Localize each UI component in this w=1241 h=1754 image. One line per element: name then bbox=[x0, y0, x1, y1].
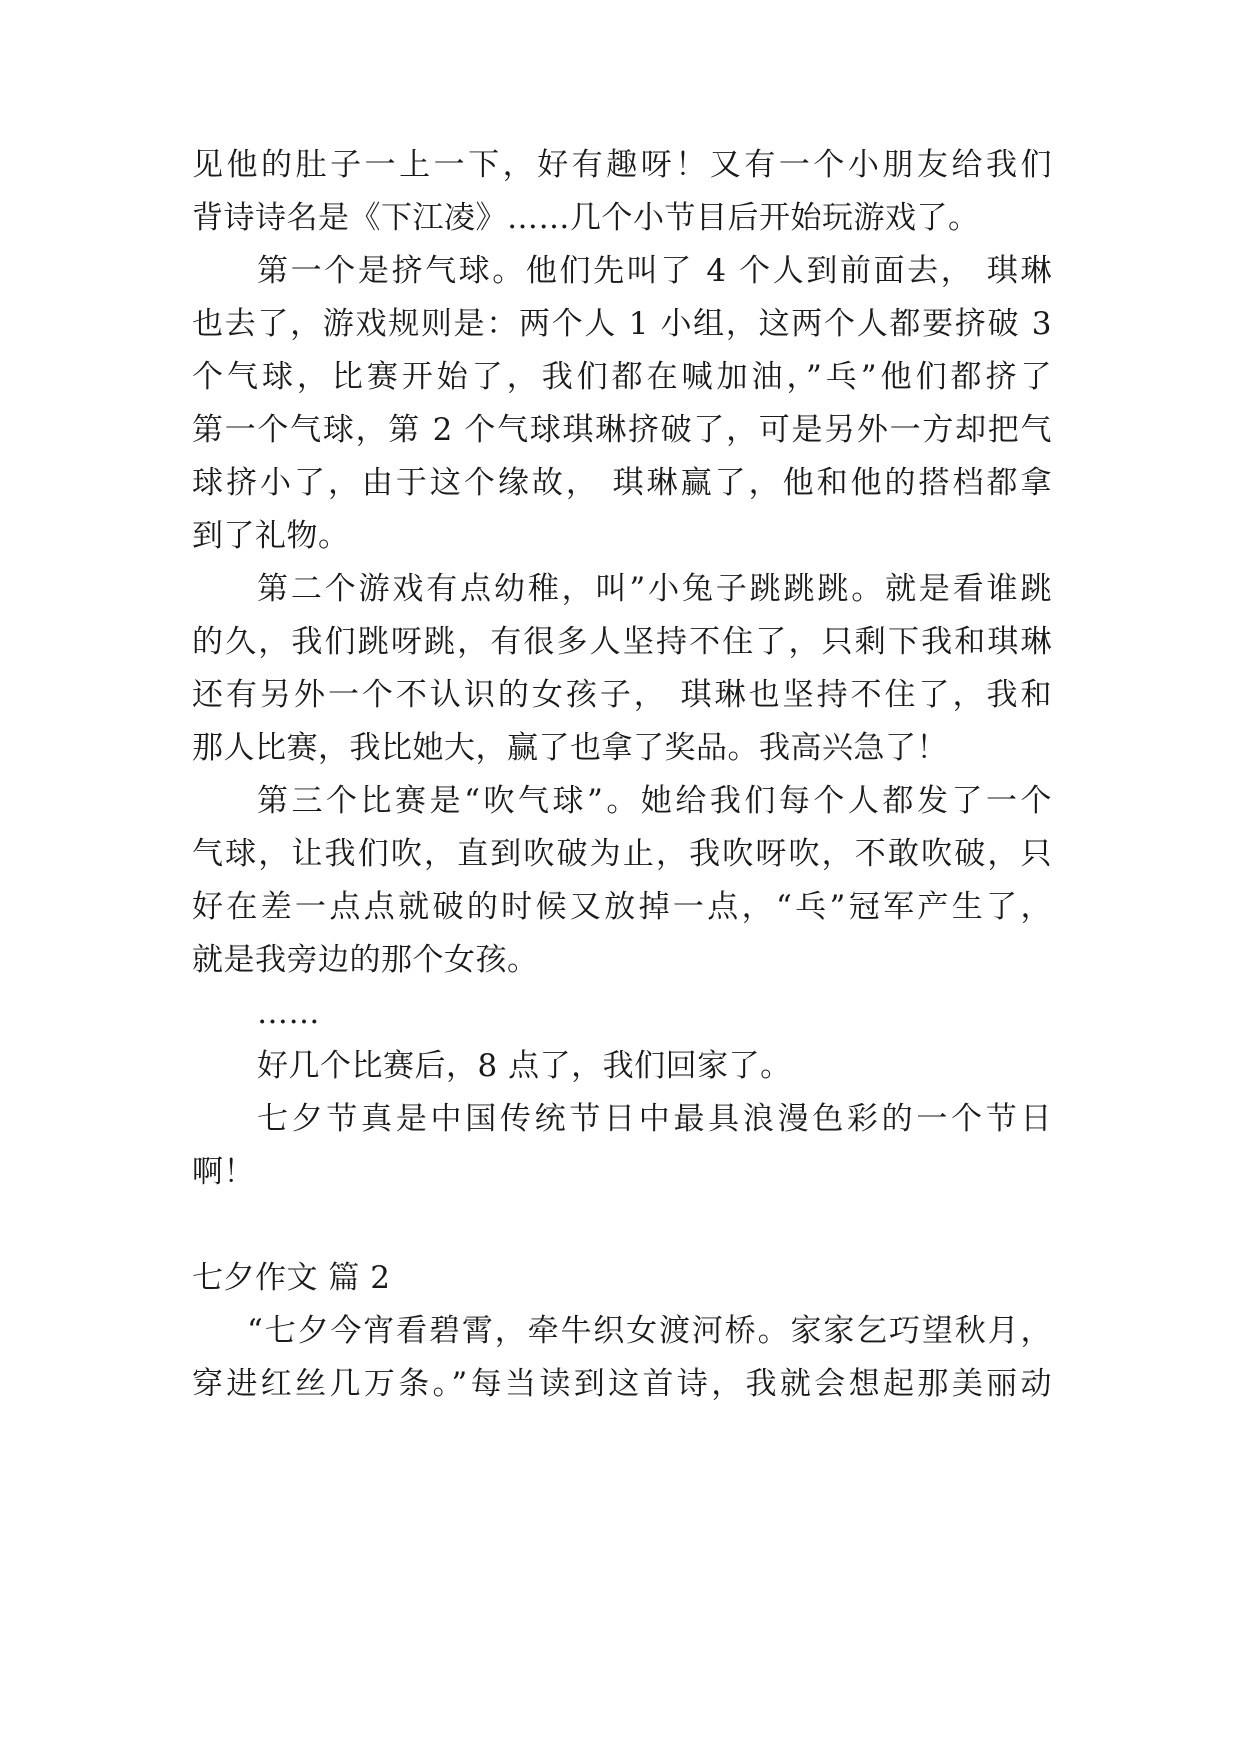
paragraph-line: 的久，我们跳呀跳，有很多人坚持不住了，只剩下我和琪琳 bbox=[192, 624, 1052, 660]
paragraph-line: 好在差一点点就破的时候又放掉一点，“乓”冠军产生了， bbox=[192, 889, 1052, 925]
paragraph-line: 穿进红丝几万条。”每当读到这首诗，我就会想起那美丽动 bbox=[192, 1366, 1052, 1402]
section-title: 七夕作文 篇 2 bbox=[192, 1260, 391, 1296]
paragraph-line: 球挤小了，由于这个缘故， 琪琳赢了，他和他的搭档都拿 bbox=[192, 465, 1052, 501]
paragraph-line: 七夕节真是中国传统节日中最具浪漫色彩的一个节日 bbox=[257, 1101, 1052, 1137]
paragraph-line: 背诗诗名是《下江凌》……几个小节目后开始玩游戏了。 bbox=[192, 200, 980, 236]
paragraph-line: 啊！ bbox=[192, 1154, 255, 1190]
paragraph-line: 第一个是挤气球。他们先叫了 4 个人到前面去， 琪琳 bbox=[257, 253, 1052, 289]
paragraph-line: 那人比赛，我比她大，赢了也拿了奖品。我高兴急了！ bbox=[192, 730, 948, 766]
paragraph-line: 个气球，比赛开始了，我们都在喊加油，”乓”他们都挤了 bbox=[192, 359, 1052, 395]
paragraph-line: 到了礼物。 bbox=[192, 518, 350, 554]
paragraph-line: “七夕今宵看碧霄，牵牛织女渡河桥。家家乞巧望秋月， bbox=[247, 1313, 1052, 1349]
paragraph-line: 气球，让我们吹，直到吹破为止，我吹呀吹，不敢吹破，只 bbox=[192, 836, 1052, 872]
paragraph-line: 好几个比赛后，8 点了，我们回家了。 bbox=[257, 1048, 792, 1084]
paragraph-line: 就是我旁边的那个女孩。 bbox=[192, 942, 539, 978]
paragraph-line: 第三个比赛是“吹气球”。她给我们每个人都发了一个 bbox=[257, 783, 1052, 819]
paragraph-line: 还有另外一个不认识的女孩子， 琪琳也坚持不住了，我和 bbox=[192, 677, 1052, 713]
paragraph-line: 见他的肚子一上一下，好有趣呀！又有一个小朋友给我们 bbox=[192, 147, 1052, 183]
paragraph-line: 也去了，游戏规则是：两个人 1 小组，这两个人都要挤破 3 bbox=[192, 306, 1052, 342]
paragraph-line: 第二个游戏有点幼稚，叫”小兔子跳跳跳。就是看谁跳 bbox=[257, 571, 1052, 607]
ellipsis-line: …… bbox=[257, 995, 320, 1031]
paragraph-line: 第一个气球，第 2 个气球琪琳挤破了，可是另外一方却把气 bbox=[192, 412, 1052, 448]
